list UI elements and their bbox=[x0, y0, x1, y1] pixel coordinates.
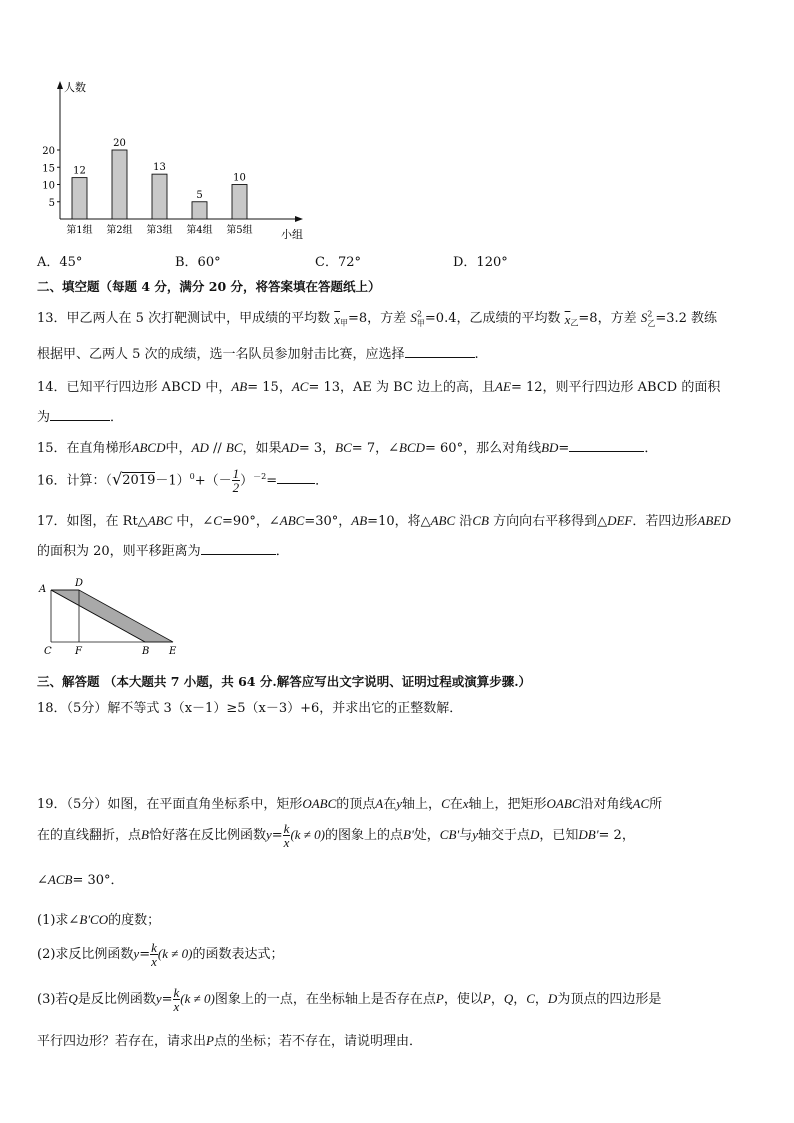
y-axis-arrow bbox=[57, 81, 63, 89]
bar bbox=[72, 178, 87, 219]
fraction-k-over-x: $\frac{k}{x}$ bbox=[173, 985, 180, 1014]
bar-value-label: 20 bbox=[113, 138, 126, 149]
answer-blank[interactable] bbox=[201, 542, 276, 555]
translation-figure bbox=[35, 578, 185, 658]
category-label: 第5组 bbox=[226, 225, 253, 236]
x-axis-arrow bbox=[295, 216, 303, 222]
y-tick-label: 5 bbox=[48, 197, 55, 209]
q12-option-c: C．72° bbox=[315, 255, 361, 270]
question-18: 18．（5分）解不等式 3（x－1）≥5（x－3）+6，并求出它的正整数解． bbox=[37, 701, 463, 716]
question-19-part2: (2)求反比例函数y= $\frac{k}{x}$ (k ≠ 0)的函数表达式； bbox=[37, 940, 284, 969]
answer-blank[interactable] bbox=[405, 345, 475, 358]
question-17-line2: 的面积为 20，则平移距离为 ． bbox=[37, 544, 289, 559]
sqrt-sign: √ bbox=[112, 469, 123, 489]
label-B: B bbox=[142, 646, 150, 657]
label-E: E bbox=[169, 646, 177, 657]
y-tick-label: 15 bbox=[42, 163, 55, 175]
question-17: 17．如图，在 Rt△ABC 中，∠C=90°，∠ABC=30°，AB=10，将△ABC 沿CB 方向向右平移得到△DEF．若四边形ABED bbox=[37, 513, 731, 529]
answer-blank[interactable] bbox=[277, 471, 315, 484]
bar bbox=[112, 150, 127, 219]
category-label: 第3组 bbox=[146, 225, 173, 236]
fraction-k-over-x: $\frac{k}{x}$ bbox=[151, 940, 157, 969]
q12-option-a: A．45° bbox=[37, 255, 83, 270]
question-19-part3: (3)若Q是反比例函数y= $\frac{k}{x}$ (k ≠ 0)图象上的一点，在坐标轴上是否存在点P，使以P，Q，C，D为顶点的四边形是 bbox=[37, 985, 662, 1014]
y-tick-label: 20 bbox=[42, 146, 55, 157]
bar bbox=[152, 174, 167, 219]
bar-value-label: 10 bbox=[233, 172, 246, 184]
question-15: 15．在直角梯形ABCD中，AD // BC，如果AD= 3，BC= 7，∠BCD= 60°，那么对角线BD= ． bbox=[37, 440, 658, 456]
question-19-part1: (1)求∠B'CO的度数； bbox=[37, 912, 161, 928]
label-F: F bbox=[75, 646, 82, 657]
label-A: A bbox=[39, 584, 47, 595]
segment-AB bbox=[51, 590, 145, 642]
question-14-line2: 为 ． bbox=[37, 410, 124, 425]
bar-value-label: 5 bbox=[196, 189, 203, 201]
question-16: 16．计算：$(√2019-1)^0+(-$ $\frac{1}{2}$ ）$^{-2}$= ． bbox=[37, 466, 329, 496]
variance-symbol: S bbox=[640, 310, 648, 325]
bar bbox=[232, 185, 247, 220]
shaded-parallelogram bbox=[51, 590, 173, 642]
bar-value-label: 13 bbox=[153, 162, 166, 174]
bar bbox=[192, 202, 207, 219]
fraction-one-half: $\frac{1}{2}$ bbox=[232, 466, 240, 496]
bar-value-label: 12 bbox=[73, 165, 86, 177]
x-axis-label: 小组 bbox=[281, 228, 303, 241]
answer-blank[interactable] bbox=[50, 408, 110, 421]
mean-symbol: $\overline{x}$ bbox=[334, 312, 340, 327]
label-C: C bbox=[44, 646, 52, 657]
question-19-line3: ∠ACB= 30°． bbox=[37, 872, 124, 888]
category-label: 第1组 bbox=[66, 225, 93, 236]
question-13: 13．甲乙两人在 5 次打靶测试中，甲成绩的平均数 $\overline{x}_甲=8$，方差 $S^2_甲=0.4$，乙成绩的平均数 $\overline{x}_乙=8$，方差 $S^2_乙=3.2$ 教练 bbox=[37, 309, 718, 328]
q12-option-d: D．120° bbox=[453, 255, 508, 270]
question-19-line2: 在的直线翻折，点B恰好落在反比例函数y= $\frac{k}{x}$ (k ≠ 0)的图象上的点B'处，CB'与y轴交于点D，已知DB'= 2， bbox=[37, 821, 635, 850]
y-tick-label: 10 bbox=[42, 180, 55, 192]
label-D: D bbox=[75, 578, 84, 589]
question-14: 14．已知平行四边形 ABCD 中，AB= 15，AC= 13，AE 为 BC 边上的高，且AE= 12，则平行四边形 ABCD 的面积 bbox=[37, 379, 721, 395]
fraction-k-over-x: $\frac{k}{x}$ bbox=[283, 821, 290, 850]
variance-symbol: S bbox=[410, 310, 417, 325]
category-label: 第2组 bbox=[106, 225, 133, 236]
section-3-heading: 三、解答题 （本大题共 7 小题，共 64 分.解答应写出文字说明、证明过程或演算步骤.） bbox=[37, 674, 532, 689]
question-19: 19．（5分）如图，在平面直角坐标系中，矩形OABC的顶点A在y轴上，C在x轴上，把矩形OABC沿对角线AC所 bbox=[37, 796, 663, 812]
category-label: 第4组 bbox=[186, 225, 213, 236]
answer-blank[interactable] bbox=[569, 439, 644, 452]
section-2-heading: 二、填空题（每题 4 分，满分 20 分，将答案填在答题纸上） bbox=[37, 279, 381, 294]
mean-symbol: $\overline{x}$ bbox=[564, 312, 571, 327]
y-axis-label: 人数 bbox=[64, 81, 86, 94]
question-13-line2: 根据甲、乙两人 5 次的成绩，选一名队员参加射击比赛，应选择 . bbox=[37, 347, 479, 362]
question-19-part3-line2: 平行四边形？若存在，请求出P点的坐标；若不存在，请说明理由． bbox=[37, 1033, 422, 1049]
q12-option-b: B．60° bbox=[175, 255, 221, 270]
bar-chart bbox=[30, 75, 320, 245]
